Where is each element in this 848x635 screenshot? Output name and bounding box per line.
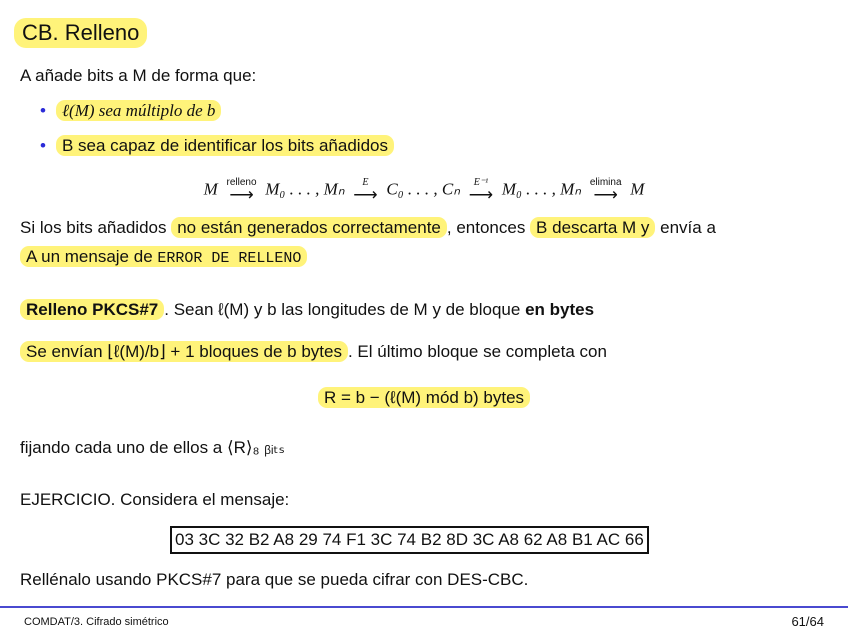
arrow-icon: ⟶: [353, 185, 378, 204]
bullet-1-text: ℓ(M) sea múltiplo de b: [56, 100, 221, 121]
arrow-e-inv: [469, 178, 493, 202]
padding-flow: [0, 178, 848, 202]
bullet-dot-icon: •: [40, 101, 46, 120]
flow-m-end: M: [630, 179, 645, 199]
envian-text: . El último bloque se completa con: [347, 342, 607, 361]
para-highlight: no están generados correctamente: [171, 217, 447, 238]
envian-line: [20, 342, 607, 362]
paragraph-1-line-1: [20, 218, 716, 238]
arrow-icon: ⟶: [593, 185, 618, 204]
para-text: , entonces: [446, 218, 531, 237]
flow-blocks-plain: M₀ . . . , Mₙ: [265, 179, 345, 199]
ejercicio-text: EJERCICIO. Considera el mensaje:: [20, 490, 290, 509]
page-number: 61/64: [791, 614, 824, 629]
pkcs-line: [20, 300, 594, 320]
intro-text: A añade bits a M de forma que:: [20, 66, 257, 85]
error-message-highlight: [20, 246, 307, 267]
para-highlight: B descarta M y: [530, 217, 655, 238]
arrow-elimina: [590, 178, 622, 202]
bullet-dot-icon: •: [40, 136, 46, 155]
bullet-2-text: B sea capaz de identificar los bits añadidos: [56, 135, 394, 156]
arrow-label: E⁻¹: [473, 177, 489, 188]
hex-message-box: 03 3C 32 B2 A8 29 74 F1 3C 74 B2 8D 3C A8 62 A8 B1 AC 66: [170, 526, 649, 554]
flow-blocks-plain-2: M₀ . . . , Mₙ: [501, 179, 582, 199]
rellenalo-text: Rellénalo usando PKCS#7 para que se pueda cifrar con DES-CBC.: [20, 570, 529, 589]
flow-blocks-cipher: C₀ . . . , Cₙ: [386, 179, 460, 199]
envian-highlight: Se envían ⌊ℓ(M)/b⌋ + 1 bloques de b bytes: [20, 341, 348, 362]
arrow-label: elimina: [589, 177, 622, 188]
para-text: A un mensaje de: [26, 247, 158, 266]
para-text: Si los bits añadidos: [20, 218, 172, 237]
footer-course: COMDAT/3. Cifrado simétrico: [24, 616, 169, 628]
para-text: envía a: [655, 218, 716, 237]
formula-text: R = b − (ℓ(M) mód b) bytes: [318, 387, 530, 408]
formula: [0, 388, 848, 408]
bullet-2: [40, 136, 394, 156]
footer-divider: [0, 606, 848, 608]
error-code: ERROR DE RELLENO: [157, 250, 302, 267]
arrow-label: relleno: [226, 177, 257, 188]
arrow-label: E: [362, 177, 369, 188]
fijando-text: fijando cada uno de ellos a ⟨R⟩₈ ᵦᵢₜₛ: [20, 438, 285, 457]
arrow-relleno: [226, 178, 256, 202]
slide-title: CB. Relleno: [14, 18, 147, 48]
pkcs-label: Relleno PKCS#7: [20, 299, 164, 320]
pkcs-bold: en bytes: [525, 300, 595, 319]
paragraph-1-line-2: [20, 247, 307, 267]
pkcs-text: . Sean ℓ(M) y b las longitudes de M y de bloque: [164, 300, 526, 319]
bullet-1: [40, 101, 221, 121]
flow-m: M: [203, 179, 218, 199]
arrow-icon: ⟶: [229, 185, 254, 204]
arrow-icon: ⟶: [468, 185, 494, 204]
arrow-e: [353, 178, 377, 202]
